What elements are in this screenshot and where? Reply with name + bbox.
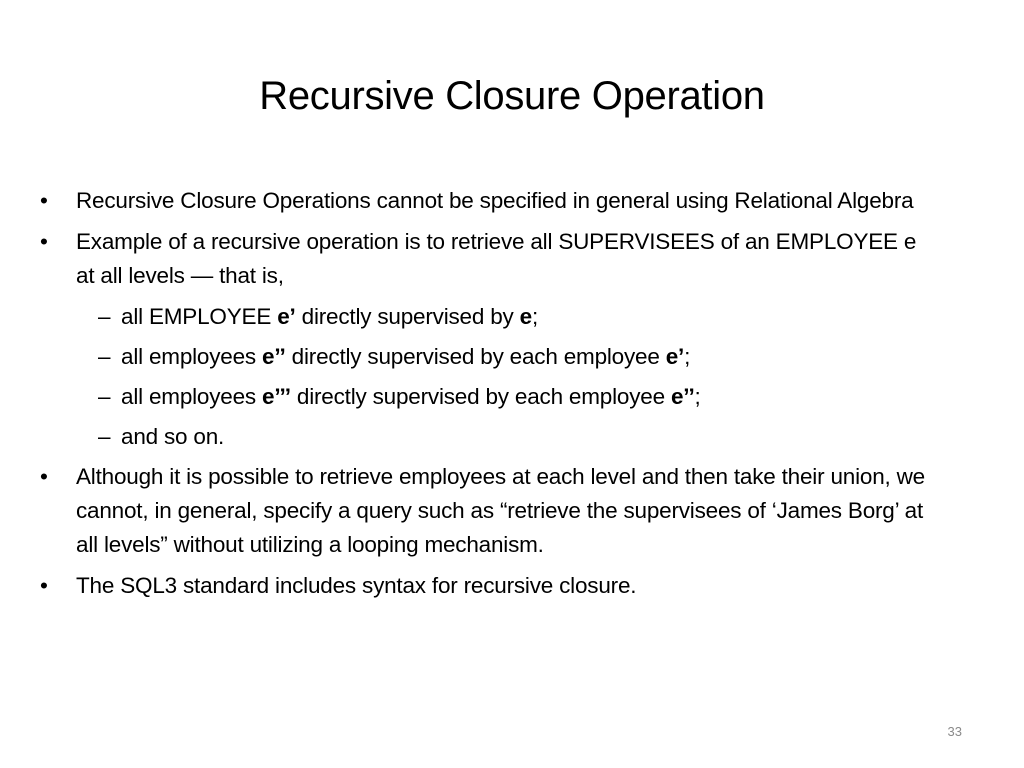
bullet-icon: • <box>40 573 48 598</box>
bullet-icon: • <box>40 188 48 213</box>
sub-bullet-item <box>40 380 940 414</box>
bullet-text: Although it is possible to retrieve employees at each level and then take their union, we cannot, in general, specify a query such as “retrieve the supervisees of ‘James Borg’ at all levels” without utilizing a looping mechanism. <box>76 464 925 557</box>
bullet-item <box>40 184 940 218</box>
dash-icon: – <box>98 424 111 449</box>
sub-bullet-text: all employees e’’’ directly supervised by each employee e’’; <box>121 384 701 409</box>
bullet-text: Example of a recursive operation is to retrieve all SUPERVISEES of an EMPLOYEE e at all levels — that is, <box>76 229 917 288</box>
sub-bullet-text: all employees e’’ directly supervised by each employee e’; <box>121 344 691 369</box>
sub-bullet-text: and so on. <box>121 424 225 449</box>
bullet-text: The SQL3 standard includes syntax for recursive closure. <box>76 573 637 598</box>
bullet-item <box>40 225 940 293</box>
slide-body <box>40 184 940 610</box>
dash-icon: – <box>98 344 111 369</box>
sub-bullet-item <box>40 420 940 454</box>
sub-bullet-text: all EMPLOYEE e’ directly supervised by e; <box>121 304 539 329</box>
bullet-item <box>40 569 940 603</box>
bullet-text: Recursive Closure Operations cannot be specified in general using Relational Algebra <box>76 188 914 213</box>
dash-icon: – <box>98 304 111 329</box>
page-number: 33 <box>947 724 962 739</box>
sub-bullet-item <box>40 340 940 374</box>
dash-icon: – <box>98 384 111 409</box>
sub-bullet-item <box>40 300 940 334</box>
bullet-icon: • <box>40 464 48 489</box>
bullet-icon: • <box>40 229 48 254</box>
slide-title: Recursive Closure Operation <box>259 74 765 118</box>
bullet-item <box>40 460 940 562</box>
